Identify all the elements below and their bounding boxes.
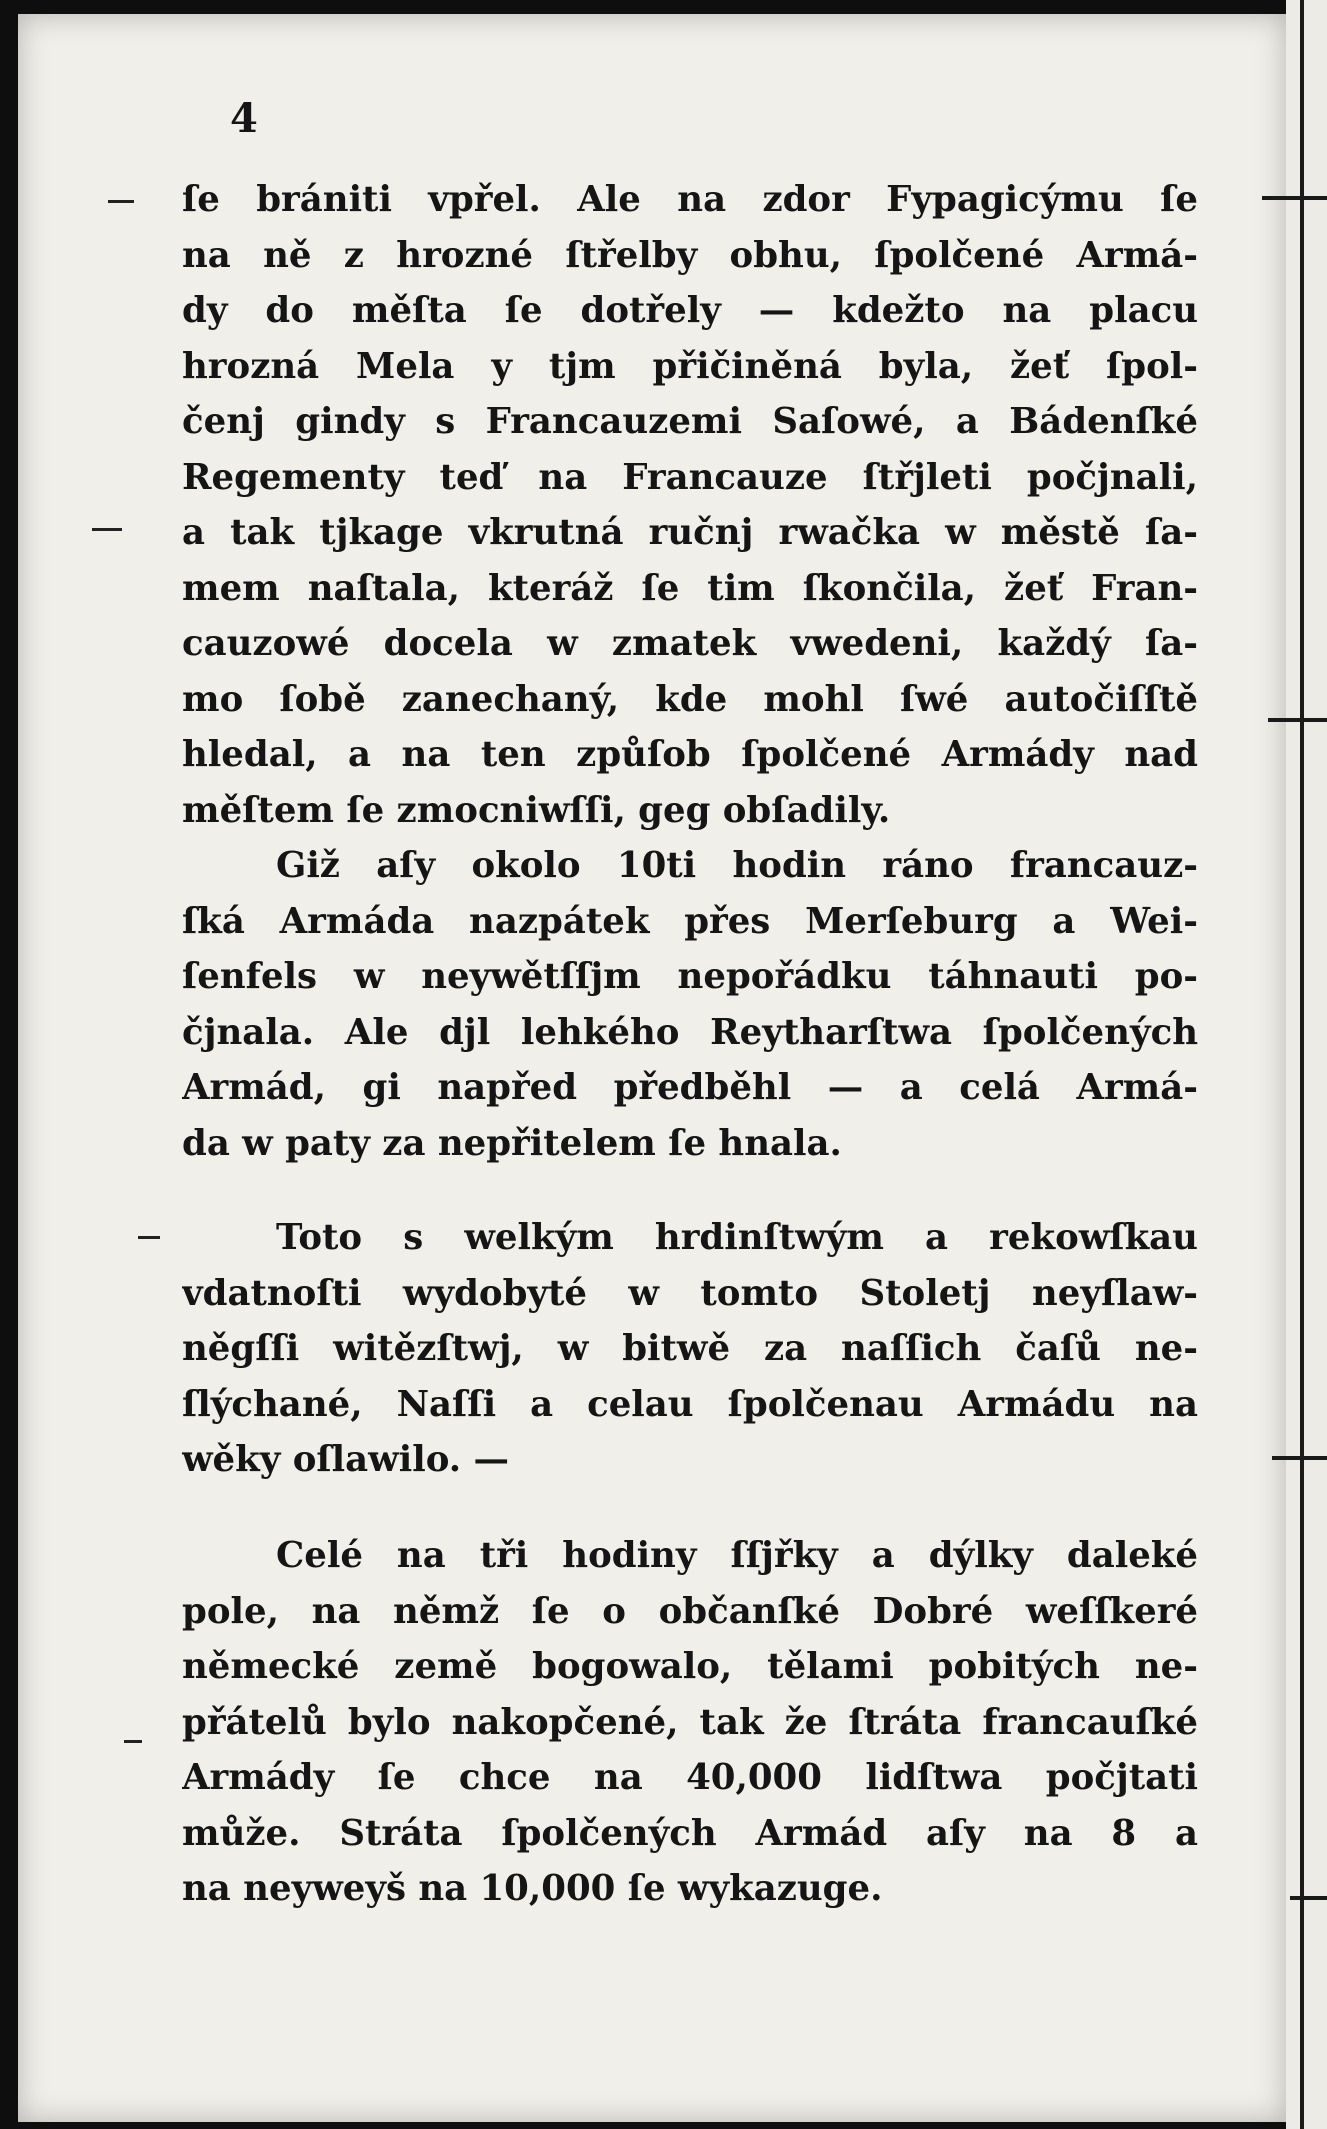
- margin-mark: [92, 528, 122, 531]
- margin-mark: [124, 1740, 142, 1743]
- text-line: čjnala. Ale djl lehkého Reytharſtwa ſpolčených: [182, 1011, 1198, 1053]
- text-line: Armád, gi napřed předběhl — a celá Armá-: [182, 1067, 1198, 1108]
- text-line: Giž aſy okolo 10ti hodin ráno francauz-: [276, 845, 1198, 886]
- text-line: ſenfels w neywětſſjm nepořádku táhnauti po-: [182, 956, 1198, 997]
- margin-tick: [1290, 1896, 1327, 1900]
- margin-mark: [138, 1236, 160, 1239]
- text-line: německé země bogowalo, tělami pobitých ne-: [182, 1646, 1198, 1687]
- text-line: wěky oſlawilo. —: [182, 1439, 509, 1480]
- paragraph-1: [182, 172, 1198, 838]
- text-line: dy do měſta ſe dotřely — kdežto na placu: [182, 290, 1198, 331]
- text-line: mem naſtala, kteráž ſe tim ſkončila, žeť Fran-: [182, 567, 1198, 609]
- text-line: něgſſi witězſtwj, w bitwě za naſſich čaſů ne-: [182, 1328, 1198, 1369]
- margin-tick: [1272, 1456, 1327, 1460]
- text-line: mo ſobě zanechaný, kde mohl ſwé autočiſſtě: [182, 678, 1198, 720]
- text-line: měſtem ſe zmocniwſſi, geg obſadily.: [182, 789, 891, 831]
- text-line: na ně z hrozné ſtřelby obhu, ſpolčené Armá-: [182, 234, 1198, 276]
- margin-tick: [1262, 196, 1327, 200]
- text-line: ſlýchané, Naſſi a celau ſpolčenau Armádu na: [182, 1383, 1198, 1425]
- margin-mark: [108, 200, 134, 203]
- page-number: 4: [230, 95, 258, 142]
- paragraph-4: [182, 1528, 1198, 1917]
- text-line: vdatnoſti wydobyté w tomto Stoletj neyſlaw-: [182, 1272, 1198, 1314]
- text-line: cauzowé docela w zmatek vwedeni, každý ſa-: [182, 623, 1198, 664]
- paragraph-3: [182, 1210, 1198, 1488]
- text-line: může. Stráta ſpolčených Armád aſy na 8 a: [182, 1812, 1198, 1854]
- text-line: Regementy teď na Francauze ſtřjleti počjnali,: [182, 456, 1198, 498]
- text-line: da w paty za nepřitelem ſe hnala.: [182, 1122, 842, 1164]
- text-line: ſká Armáda nazpátek přes Merſeburg a Wei-: [182, 900, 1198, 942]
- text-line: Toto s welkým hrdinſtwým a rekowſkau: [276, 1217, 1198, 1258]
- text-line: pole, na němž ſe o občanſké Dobré weſſkeré: [182, 1590, 1198, 1632]
- text-line: Armády ſe chce na 40,000 lidſtwa počjtati: [182, 1757, 1198, 1798]
- text-line: ſe brániti vpřel. Ale na zdor Fypagicýmu ſe: [182, 179, 1198, 220]
- text-line: čenj gindy s Francauzemi Saſowé, a Bádenſké: [182, 401, 1198, 442]
- text-line: přátelů bylo nakopčené, tak že ſtráta francauſké: [182, 1701, 1198, 1743]
- text-line: Celé na tři hodiny ſſjřky a dýlky daleké: [276, 1535, 1198, 1576]
- text-line: a tak tjkage vkrutná ručnj rwačka w městě ſa-: [182, 512, 1198, 553]
- text-line: na neyweyš na 10,000 ſe wykazuge.: [182, 1868, 883, 1909]
- page-binding-rule: [1300, 0, 1304, 2129]
- paragraph-2: [182, 838, 1198, 1171]
- text-line: hrozná Mela y tjm přičiněná byla, žeť ſpol-: [182, 345, 1198, 387]
- text-line: hledal, a na ten způſob ſpolčené Armády nad: [182, 734, 1198, 775]
- adjacent-page-edge: [1286, 0, 1327, 2129]
- margin-tick: [1268, 718, 1327, 722]
